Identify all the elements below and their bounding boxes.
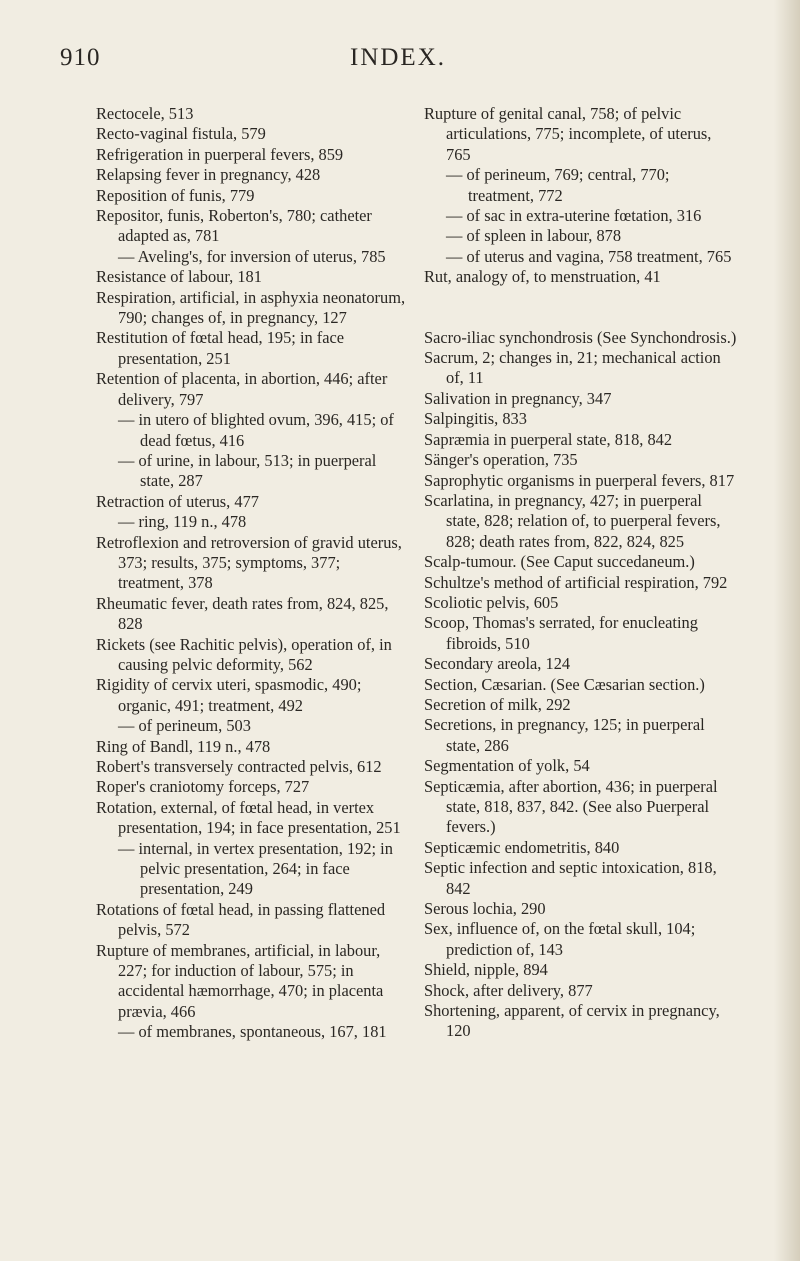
page-number: 910 [60, 44, 101, 71]
index-entry: Rectocele, 513 [96, 104, 194, 123]
index-entry: Reposition of funis, 779 [96, 185, 255, 205]
index-entry: Rigidity of cervix uteri, spasmodic, 490; organic, 491; treatment, 492 [96, 675, 362, 715]
index-column-right [424, 104, 738, 1042]
page-header: INDEX. [350, 44, 447, 71]
index-entry: Shield, nipple, 894 [424, 960, 548, 980]
index-entry: Shock, after delivery, 877 [424, 980, 593, 1000]
index-column-left [96, 104, 406, 1043]
index-entry: Retraction of uterus, 477 [96, 491, 259, 511]
index-entry: Rut, analogy of, to menstruation, 41 [424, 267, 661, 287]
index-entry: Septicæmic endometritis, 840 [424, 837, 620, 857]
index-section-r [424, 104, 738, 288]
index-entry: Secretion of milk, 292 [424, 694, 571, 714]
index-entry: Rupture of membranes, artificial, in labour, 227; for induction of labour, 575; in accidental hæmorrhage, 470; in placenta prævia, 466 [96, 940, 384, 1021]
index-entry: Secondary areola, 124 [424, 654, 571, 674]
index-entry: Resistance of labour, 181 [96, 267, 262, 287]
index-entry: Robert's transversely contracted pelvis, 612 [96, 757, 382, 776]
index-section-s [424, 328, 738, 1042]
index-entry: Saprophytic organisms in puerperal fevers, 817 [424, 470, 735, 490]
index-entry: Sapræmia in puerperal state, 818, 842 [424, 429, 673, 449]
index-subentry: — ring, 119 n., 478 [118, 512, 247, 532]
index-entry: Scoop, Thomas's serrated, for enucleating fibroids, 510 [424, 613, 698, 653]
section-gap [424, 288, 738, 328]
index-entry: Sänger's operation, 735 [424, 450, 578, 470]
index-entry: Segmentation of yolk, 54 [424, 756, 590, 776]
index-entry: Relapsing fever in pregnancy, 428 [96, 165, 321, 185]
index-entry: Salpingitis, 833 [424, 409, 527, 429]
index-entry: Septicæmia, after abortion, 436; in puerperal state, 818, 837, 842. (See also Puerperal fevers.) [424, 776, 718, 837]
index-entry: Shortening, apparent, of cervix in pregnancy, 120 [424, 1001, 720, 1041]
index-subentry: — of spleen in labour, 878 [446, 226, 622, 246]
index-entry: Rickets (see Rachitic pelvis), operation of, in causing pelvic deformity, 562 [96, 634, 392, 674]
index-entry: Sex, influence of, on the fœtal skull, 104; prediction of, 143 [424, 919, 696, 959]
index-entry: Retroflexion and retroversion of gravid uterus, 373; results, 375; symptoms, 377; treatment, 378 [96, 532, 402, 593]
index-entry: Ring of Bandl, 119 n., 478 [96, 736, 271, 756]
index-subentry: — of perineum, 503 [118, 716, 251, 736]
index-entry: Restitution of fœtal head, 195; in face presentation, 251 [96, 328, 345, 368]
index-entry: Section, Cæsarian. (See Cæsarian section.) [424, 674, 705, 694]
index-entry: Salivation in pregnancy, 347 [424, 388, 612, 408]
index-entry: Secretions, in pregnancy, 125; in puerperal state, 286 [424, 715, 705, 755]
index-subentry: — internal, in vertex presentation, 192; in pelvic presentation, 264; in face presentation, 249 [118, 838, 393, 899]
index-entry: Retention of placenta, in abortion, 446; after delivery, 797 [96, 369, 388, 409]
index-entry: Sacro-iliac synchondrosis (See Synchondrosis.) [424, 327, 737, 347]
index-entry: Respiration, artificial, in asphyxia neonatorum, 790; changes of, in pregnancy, 127 [96, 287, 406, 328]
index-subentry: — of urine, in labour, 513; in puerperal state, 287 [118, 450, 377, 491]
index-entry: Recto-vaginal fistula, 579 [96, 124, 266, 144]
index-subentry: — of membranes, spontaneous, 167, 181 [118, 1022, 387, 1042]
index-entry: Rheumatic fever, death rates from, 824, 825, 828 [96, 593, 389, 634]
index-entry: Rotation, external, of fœtal head, in vertex presentation, 194; in face presentation, 251 [96, 797, 401, 838]
index-entry: Refrigeration in puerperal fevers, 859 [96, 144, 344, 164]
index-subentry: — of sac in extra-uterine fœtation, 316 [446, 206, 702, 226]
index-entry: Scoliotic pelvis, 605 [424, 592, 559, 612]
index-entry: Rupture of genital canal, 758; of pelvic articulations, 775; incomplete, of uterus, 765 [424, 104, 712, 164]
index-entry: Serous lochia, 290 [424, 899, 546, 919]
index-entry: Septic infection and septic intoxication, 818, 842 [424, 858, 717, 898]
index-subentry: — in utero of blighted ovum, 396, 415; of dead fœtus, 416 [118, 410, 394, 450]
index-entry: Rotations of fœtal head, in passing flattened pelvis, 572 [96, 899, 386, 940]
index-entry: Roper's craniotomy forceps, 727 [96, 777, 310, 797]
index-entry: Scalp-tumour. (See Caput succedaneum.) [424, 552, 695, 572]
index-entry: Schultze's method of artificial respiration, 792 [424, 572, 728, 592]
index-subentry: — of perineum, 769; central, 770; treatment, 772 [446, 165, 670, 205]
index-subentry: — of uterus and vagina, 758 treatment, 765 [446, 246, 732, 266]
index-entry: Repositor, funis, Roberton's, 780; catheter adapted as, 781 [96, 206, 372, 246]
page-edge-shadow [774, 0, 800, 1261]
index-entry: Scarlatina, in pregnancy, 427; in puerperal state, 828; relation of, to puerperal fevers, 828; death rates from, 822, 824, 825 [424, 490, 721, 551]
index-subentry: — Aveling's, for inversion of uterus, 785 [118, 246, 386, 266]
index-entry: Sacrum, 2; changes in, 21; mechanical action of, 11 [424, 348, 721, 388]
